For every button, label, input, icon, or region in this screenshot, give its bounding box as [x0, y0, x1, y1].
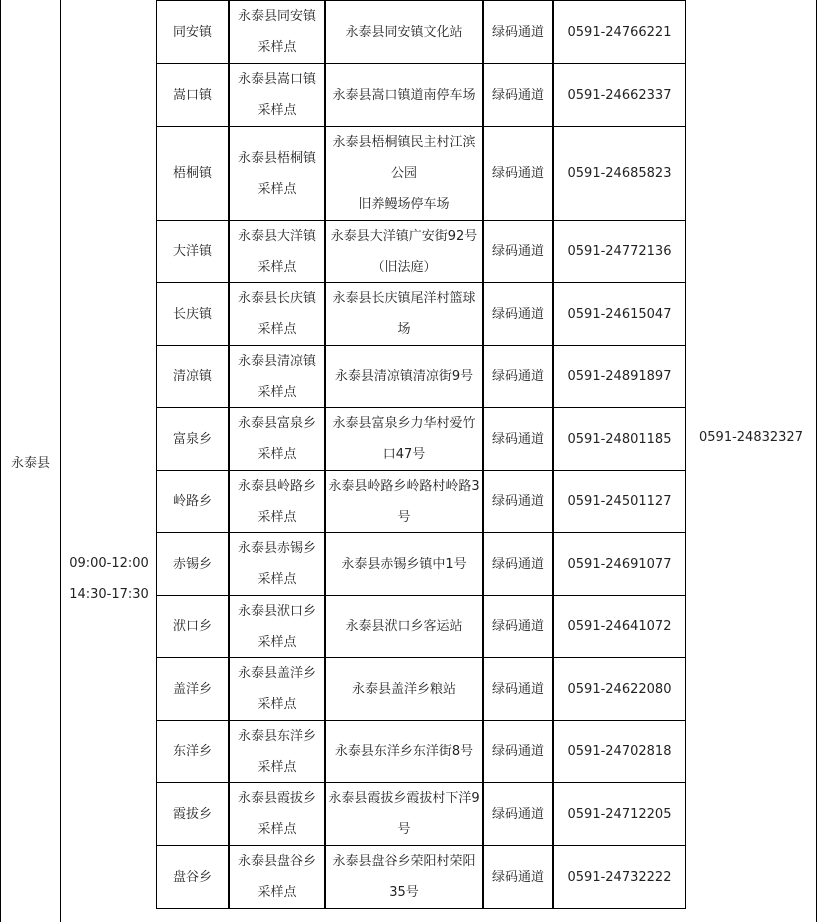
- site-name-cell: [229, 595, 325, 658]
- town-cell-text: 岭路乡: [172, 494, 212, 509]
- phone-cell-text: 0591-24732222: [567, 869, 672, 885]
- town-cell-text: 同安镇: [172, 24, 212, 40]
- address-cell: [325, 0, 483, 64]
- phone-cell-text: 0591-24641072: [567, 619, 672, 634]
- phone-cell: [553, 657, 686, 721]
- table-row: [156, 595, 686, 658]
- site-name-cell-text: 永泰县东洋乡: [237, 728, 316, 744]
- table-row: [156, 0, 686, 64]
- address-cell-text: 永泰县大洋镇广安街92号: [330, 228, 478, 244]
- address-cell-text: 35号: [389, 885, 419, 900]
- town-cell-text: 盘谷乡: [172, 869, 212, 885]
- site-name-cell: [229, 0, 325, 64]
- site-name-cell-text: 采样点: [257, 759, 297, 775]
- table-row: [156, 782, 686, 846]
- site-name-cell: [229, 282, 325, 346]
- phone-cell: [553, 595, 686, 658]
- channel-cell: [483, 470, 553, 533]
- town-cell: [156, 220, 229, 283]
- table-row: [156, 657, 686, 721]
- phone-cell: [553, 470, 686, 533]
- channel-cell: [483, 720, 553, 783]
- hotline-number: 0591-24832327: [699, 430, 803, 445]
- channel-cell: [483, 282, 553, 346]
- site-name-cell: [229, 407, 325, 471]
- table-row: [156, 282, 686, 346]
- phone-cell: [553, 63, 686, 127]
- phone-cell-text: 0591-24662337: [567, 87, 672, 103]
- channel-cell-text: 绿码通道: [491, 244, 544, 259]
- channel-cell-text: 绿码通道: [491, 87, 544, 103]
- town-cell-text: 梧桐镇: [172, 166, 212, 181]
- channel-cell-text: 绿码通道: [491, 619, 544, 634]
- channel-cell-text: 绿码通道: [491, 494, 544, 509]
- channel-cell-text: 绿码通道: [491, 556, 544, 572]
- phone-cell: [553, 126, 686, 221]
- site-name-cell: [229, 657, 325, 721]
- site-name-cell-text: 采样点: [257, 572, 297, 587]
- channel-cell-text: 绿码通道: [491, 306, 544, 322]
- phone-cell: [553, 532, 686, 596]
- site-name-cell-text: 采样点: [257, 103, 297, 118]
- column-divider: [60, 0, 61, 922]
- site-name-cell-text: 永泰县嵩口镇: [237, 72, 316, 87]
- site-name-cell-text: 采样点: [257, 259, 297, 275]
- site-name-cell: [229, 470, 325, 533]
- address-cell: [325, 220, 483, 283]
- address-cell-text: 永泰县盘谷乡荣阳村荣阳: [332, 854, 476, 869]
- town-cell-text: 霞拔乡: [172, 806, 212, 822]
- phone-cell-text: 0591-24685823: [567, 166, 672, 181]
- address-cell-text: 永泰县清凉镇清凉街9号: [334, 369, 474, 384]
- town-cell: [156, 470, 229, 533]
- address-cell-text: 永泰县同安镇文化站: [345, 24, 463, 40]
- town-cell-text: 东洋乡: [172, 744, 212, 759]
- channel-cell-text: 绿码通道: [491, 681, 544, 697]
- channel-cell: [483, 595, 553, 658]
- town-cell-text: 嵩口镇: [172, 87, 212, 103]
- phone-cell: [553, 845, 686, 909]
- address-cell-text: 永泰县富泉乡力华村爱竹: [332, 416, 476, 431]
- table-row: [156, 126, 686, 221]
- town-cell: [156, 657, 229, 721]
- channel-cell-text: 绿码通道: [491, 166, 544, 181]
- channel-cell: [483, 782, 553, 846]
- phone-cell: [553, 220, 686, 283]
- site-name-cell-text: 采样点: [257, 697, 297, 712]
- phone-cell-text: 0591-24801185: [567, 431, 672, 447]
- town-cell: [156, 63, 229, 127]
- site-name-cell-text: 永泰县长庆镇: [237, 291, 316, 306]
- address-cell-text: 永泰县赤锡乡镇中1号: [341, 556, 467, 572]
- phone-cell: [553, 407, 686, 471]
- phone-cell-text: 0591-24501127: [567, 494, 672, 509]
- town-cell: [156, 282, 229, 346]
- address-cell: [325, 782, 483, 846]
- phone-cell: [553, 345, 686, 408]
- address-cell: [325, 720, 483, 783]
- phone-cell-text: 0591-24691077: [567, 556, 672, 572]
- site-name-cell: [229, 720, 325, 783]
- phone-cell: [553, 282, 686, 346]
- channel-cell-text: 绿码通道: [491, 869, 544, 885]
- table-row: [156, 63, 686, 127]
- town-cell-text: 长庆镇: [172, 306, 212, 322]
- site-name-cell: [229, 220, 325, 283]
- address-cell-text: 永泰县嵩口镇道南停车场: [332, 87, 476, 103]
- hours-afternoon: 14:30-17:30: [69, 587, 149, 602]
- phone-cell-text: 0591-24622080: [567, 681, 672, 697]
- site-name-cell-text: 永泰县同安镇: [237, 9, 316, 24]
- phone-cell: [553, 782, 686, 846]
- phone-cell-text: 0591-24772136: [567, 244, 672, 259]
- site-name-cell-text: 采样点: [257, 822, 297, 837]
- address-cell: [325, 126, 483, 221]
- town-cell: [156, 126, 229, 221]
- site-name-cell-text: 永泰县盖洋乡: [237, 666, 316, 681]
- address-cell-text: 永泰县长庆镇尾洋村篮球: [332, 291, 476, 306]
- address-cell-text: 号: [397, 509, 411, 525]
- channel-cell-text: 绿码通道: [491, 431, 544, 447]
- channel-cell-text: 绿码通道: [491, 744, 544, 759]
- address-cell-text: 旧养鳗场停车场: [358, 197, 450, 212]
- site-name-cell-text: 采样点: [257, 322, 297, 337]
- address-cell-text: 永泰县霞拔乡霞拔村下洋9: [328, 791, 480, 806]
- town-cell-text: 盖洋乡: [172, 681, 212, 697]
- address-cell-text: 永泰县盖洋乡粮站: [351, 681, 456, 697]
- town-cell: [156, 345, 229, 408]
- town-cell: [156, 0, 229, 64]
- town-cell-text: 富泉乡: [172, 431, 212, 447]
- table-row: [156, 532, 686, 596]
- site-name-cell-text: 永泰县梧桐镇: [237, 150, 316, 166]
- address-cell: [325, 657, 483, 721]
- site-name-cell: [229, 345, 325, 408]
- table-row: [156, 470, 686, 533]
- county-cell: [0, 0, 60, 922]
- town-cell: [156, 407, 229, 471]
- site-name-cell-text: 采样点: [257, 181, 297, 197]
- address-cell-text: 口47号: [382, 447, 426, 462]
- table-row: [156, 845, 686, 909]
- site-name-cell-text: 永泰县清凉镇: [237, 353, 316, 369]
- address-cell-text: 永泰县东洋乡东洋街8号: [334, 744, 474, 759]
- hours-cell: [62, 548, 156, 610]
- site-name-cell-text: 永泰县大洋镇: [237, 228, 316, 244]
- address-cell: [325, 63, 483, 127]
- town-cell: [156, 720, 229, 783]
- channel-cell-text: 绿码通道: [491, 806, 544, 822]
- site-name-cell-text: 永泰县岭路乡: [237, 478, 316, 494]
- channel-cell: [483, 532, 553, 596]
- channel-cell: [483, 345, 553, 408]
- address-cell: [325, 407, 483, 471]
- site-name-cell: [229, 782, 325, 846]
- site-name-cell-text: 采样点: [257, 885, 297, 900]
- site-name-cell: [229, 126, 325, 221]
- table-row: [156, 720, 686, 783]
- site-name-cell-text: 采样点: [257, 447, 297, 462]
- site-name-cell-text: 永泰县霞拔乡: [237, 791, 316, 806]
- channel-cell: [483, 407, 553, 471]
- address-cell-text: 永泰县岭路乡岭路村岭路3: [328, 478, 480, 494]
- channel-cell: [483, 657, 553, 721]
- site-name-cell-text: 永泰县洑口乡: [237, 603, 316, 619]
- phone-cell-text: 0591-24702818: [567, 744, 672, 759]
- town-cell: [156, 532, 229, 596]
- table-row: [156, 220, 686, 283]
- phone-cell: [553, 0, 686, 64]
- channel-cell: [483, 220, 553, 283]
- site-name-cell-text: 采样点: [257, 40, 297, 55]
- address-cell: [325, 345, 483, 408]
- town-cell: [156, 595, 229, 658]
- site-name-cell-text: 永泰县富泉乡: [237, 416, 316, 431]
- table-row: [156, 345, 686, 408]
- address-cell: [325, 595, 483, 658]
- address-cell-text: 号: [397, 822, 411, 837]
- site-name-cell: [229, 63, 325, 127]
- channel-cell: [483, 63, 553, 127]
- channel-cell: [483, 0, 553, 64]
- channel-cell-text: 绿码通道: [491, 24, 544, 40]
- town-cell-text: 大洋镇: [172, 244, 212, 259]
- site-name-cell-text: 永泰县盘谷乡: [237, 854, 316, 869]
- address-cell-text: 场: [397, 322, 411, 337]
- address-cell: [325, 470, 483, 533]
- table-row: [156, 407, 686, 471]
- phone-cell-text: 0591-24615047: [567, 306, 672, 322]
- hours-morning: 09:00-12:00: [69, 556, 149, 571]
- phone-cell-text: 0591-24766221: [567, 24, 672, 40]
- site-name-cell-text: 永泰县赤锡乡: [237, 541, 316, 556]
- site-name-cell: [229, 845, 325, 909]
- address-cell-text: 永泰县梧桐镇民主村江滨: [332, 135, 476, 150]
- site-name-cell-text: 采样点: [257, 509, 297, 525]
- channel-cell-text: 绿码通道: [491, 369, 544, 384]
- channel-cell: [483, 126, 553, 221]
- town-cell-text: 清凉镇: [172, 369, 212, 384]
- town-cell: [156, 782, 229, 846]
- address-cell-text: （旧法庭）: [371, 259, 437, 275]
- address-cell: [325, 282, 483, 346]
- town-cell: [156, 845, 229, 909]
- address-cell-text: 公园: [390, 166, 417, 181]
- phone-cell: [553, 720, 686, 783]
- address-cell-text: 永泰县洑口乡客运站: [345, 619, 463, 634]
- address-cell: [325, 532, 483, 596]
- site-name-cell-text: 采样点: [257, 384, 297, 400]
- address-cell: [325, 845, 483, 909]
- site-name-cell: [229, 532, 325, 596]
- site-name-cell-text: 采样点: [257, 634, 297, 650]
- phone-cell-text: 0591-24712205: [567, 806, 672, 822]
- town-cell-text: 洑口乡: [172, 619, 212, 634]
- channel-cell: [483, 845, 553, 909]
- town-cell-text: 赤锡乡: [172, 556, 212, 572]
- hotline-cell: [686, 430, 816, 445]
- county-name: 永泰县: [10, 455, 50, 471]
- phone-cell-text: 0591-24891897: [567, 369, 672, 384]
